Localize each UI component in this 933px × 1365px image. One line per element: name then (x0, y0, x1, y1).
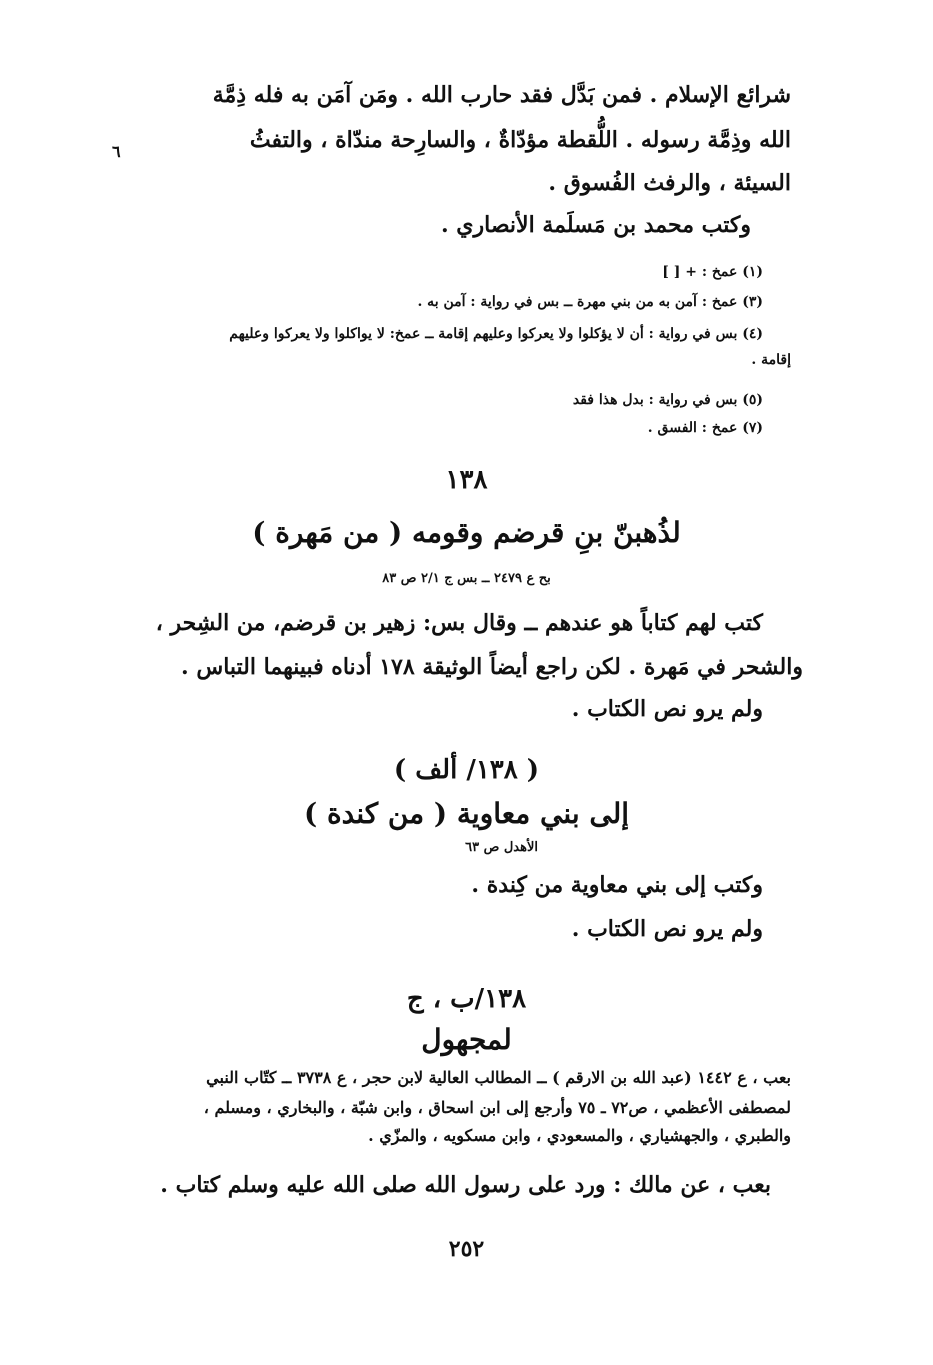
reference-line: والطبري ، والجهشياري ، والمسعودي ، وابن مسكويه ، والمزّي . (368, 1126, 791, 1145)
footnote: (٥) بس في رواية : بدل هذا فقد (572, 392, 763, 408)
body-line: ولم يرو نص الكتاب . (571, 696, 763, 722)
section-citation: الأهدل ص ٦٣ (465, 840, 538, 855)
footnote: إقامة . (751, 352, 791, 368)
body-line: بعب ، عن مالك : ورد على رسول الله صلى الله عليه وسلم كتاب . (160, 1172, 771, 1198)
body-line: ولم يرو نص الكتاب . (571, 916, 763, 942)
section-number: ١٣٨/ب ، ج (406, 984, 527, 1014)
page-number: ٢٥٢ (448, 1236, 485, 1262)
footnote: (١) عمخ : + [ ] (662, 264, 763, 280)
section-citation: بح ع ٢٤٧٩ ــ بس ج ٢/١ ص ٨٣ (382, 571, 551, 586)
body-line: السيئة ، والرفث الفُسوق . (548, 170, 791, 196)
margin-line-number: ٦ (112, 142, 121, 161)
body-line: والشحر في مَهرة . لكن راجع أيضاً الوثيقة ١٧٨ أدناه فبينهما التباس . (181, 654, 803, 680)
body-line: الله وذِمَّة رسوله . اللُّقطة مؤدّاةٌ ، والسارِحة مندّاة ، والتفثُ (249, 127, 791, 153)
section-title: لذُهبنّ بنِ قرضم وقومه ( من مَهرة ) (252, 516, 681, 549)
reference-line: بعب ، ع ١٤٤٢ (عبد الله بن الارقم ) ــ المطالب العالية لابن حجر ، ع ٣٧٣٨ ــ كتّاب النبي (206, 1068, 791, 1087)
body-line: كتب لهم كتاباً هو عندهم ــ وقال بس: زهير بن قرضم، من الشِحر ، (155, 610, 763, 636)
footnote: (٣) عمخ : آمن به من بني مهرة ــ بس في رواية : آمن به . (417, 294, 763, 310)
section-number: ١٣٨ (445, 465, 488, 495)
body-line: وكتب محمد بن مَسلَمة الأنصاري . (440, 212, 751, 238)
footnote: (٧) عمخ : الفسق . (647, 420, 763, 436)
footnote: (٤) بس في رواية : أن لا يؤكلوا ولا يعركوا وعليهم إقامة ــ عمخ: لا يواكلوا ولا يعركوا وعليهم (229, 326, 763, 342)
reference-line: لمصطفى الأعظمي ، ص٧٢ ـ ٧٥ وأرجع إلى ابن اسحاق ، وابن شبّة ، والبخاري ، ومسلم ، (203, 1098, 791, 1117)
section-title: لمجهول (421, 1023, 512, 1056)
body-line: وكتب إلى بني معاوية من كِندة . (471, 872, 763, 898)
body-line: شرائع الإسلام . فمن بَدَّل فقد حارب الله . ومَن آمَن به فله ذِمَّة (212, 82, 791, 108)
section-title: إلى بني معاوية ( من كندة ) (303, 797, 630, 830)
section-number: ( ١٣٨/ ألف ) (393, 755, 540, 785)
